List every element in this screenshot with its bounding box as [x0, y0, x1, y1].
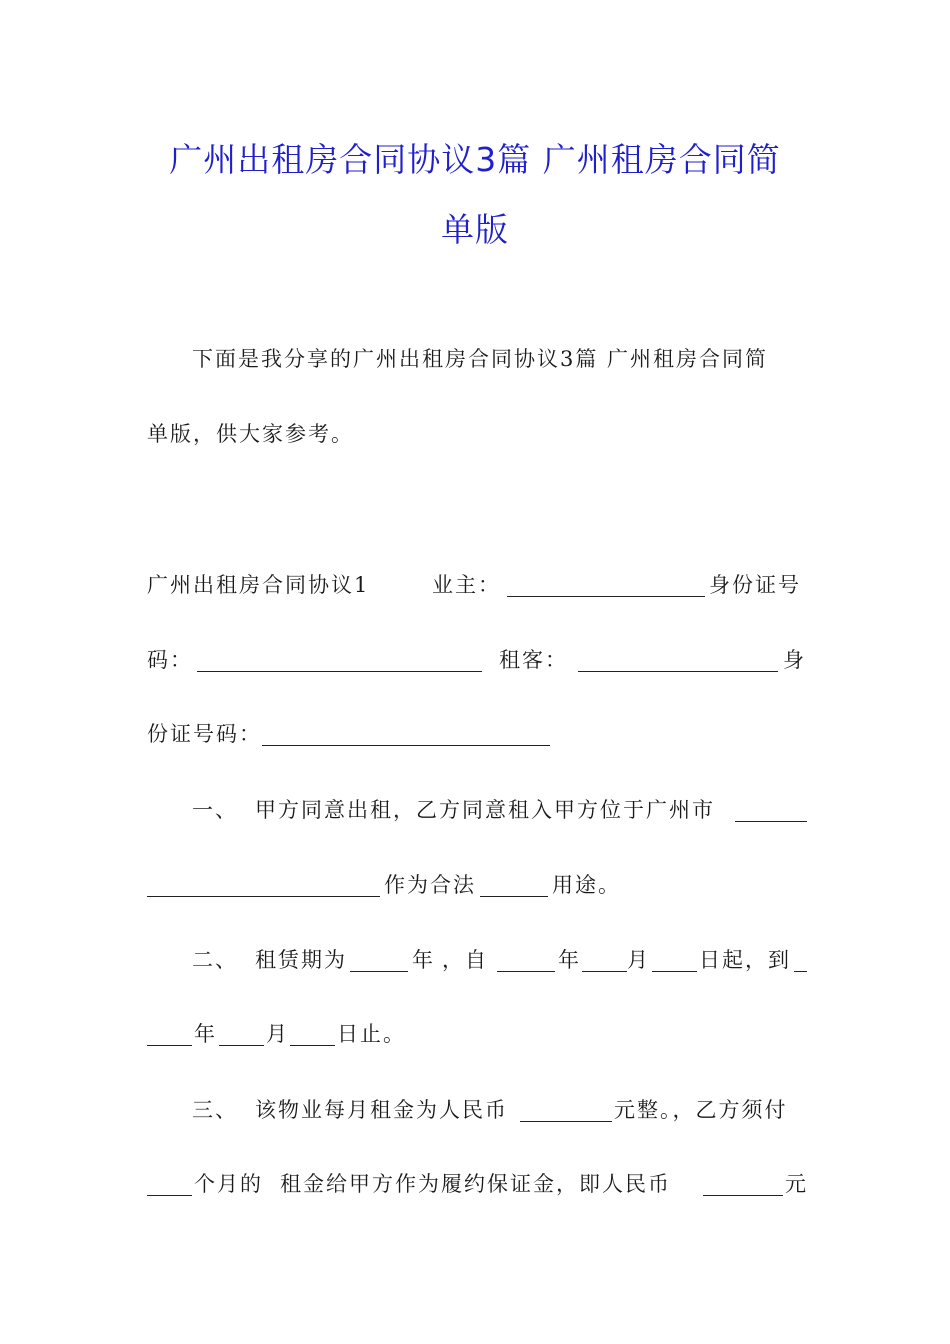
start-year-blank[interactable] — [497, 951, 555, 972]
monthly-rent-blank[interactable] — [520, 1101, 612, 1122]
end-day-blank[interactable] — [290, 1025, 335, 1046]
clause-3-rent-unit: 元整。，乙方须付 — [614, 1098, 788, 1122]
clause-2-start-day-unit: 日起，到 — [699, 948, 791, 972]
intro-line-2: 单版，供大家参考。 — [147, 422, 354, 446]
clause-1-usage-end: 用途。 — [552, 873, 621, 897]
lease-years-blank[interactable] — [350, 951, 408, 972]
tenant-id-label-part1: 身 — [783, 648, 806, 672]
clause-2-year-unit: 年 — [412, 948, 435, 972]
tenant-label: 租客： — [499, 648, 568, 672]
clause-2-end-year-unit: 年 — [194, 1022, 217, 1046]
clause-1-line-1 — [192, 795, 807, 825]
clause-2-end-month-unit: 月 — [266, 1022, 289, 1046]
owner-id-blank[interactable] — [197, 651, 482, 672]
clause-3-number: 三、 — [192, 1098, 238, 1122]
clause-3-deposit-unit: 元 — [785, 1172, 808, 1196]
agreement-heading: 广州出租房合同协议1 — [147, 573, 370, 597]
owner-name-blank[interactable] — [507, 576, 705, 597]
owner-id-label-part2: 码： — [147, 648, 193, 672]
intro-line-1: 下面是我分享的广州出租房合同协议3篇 广州租房合同简 — [192, 347, 769, 371]
owner-id-label-part1: 身份证号 — [709, 573, 801, 597]
clause-1-usage-label: 作为合法 — [384, 873, 476, 897]
clause-3-line-1 — [192, 1095, 807, 1125]
tenant-id-blank[interactable] — [262, 725, 550, 746]
clause-2-number: 二、 — [192, 948, 238, 972]
end-year-blank-start[interactable] — [794, 951, 807, 972]
tenant-id-label-part2: 份证号码： — [147, 722, 262, 746]
document-title-line-2: 单版 — [441, 210, 509, 249]
deposit-amount-blank[interactable] — [703, 1175, 783, 1196]
clause-3-deposit-label: 租金给甲方作为履约保证金，即人民币 — [280, 1172, 671, 1196]
clause-2-line-1 — [192, 945, 807, 975]
start-day-blank[interactable] — [652, 951, 697, 972]
clause-2-lease-label: 租赁期为 — [255, 948, 347, 972]
property-address-blank-2[interactable] — [147, 876, 380, 897]
clause-2-start-year-unit: 年 — [558, 948, 581, 972]
clause-3-months-label: 个月的 — [194, 1172, 263, 1196]
owner-label: 业主： — [432, 573, 501, 597]
clause-2-end-day-unit: 日止。 — [337, 1022, 406, 1046]
end-year-blank[interactable] — [147, 1025, 192, 1046]
clause-1-text: 甲方同意出租，乙方同意租入甲方位于广州市 — [255, 798, 715, 822]
clause-1-number: 一、 — [192, 798, 238, 822]
agreement-1-line-1 — [147, 570, 807, 600]
document-title-line-1: 广州出租房合同协议3篇 广州租房合同简 — [169, 140, 781, 179]
agreement-1-line-3 — [147, 719, 807, 749]
tenant-name-blank[interactable] — [578, 651, 778, 672]
property-address-blank-1[interactable] — [735, 801, 807, 822]
agreement-1-line-2 — [147, 645, 807, 675]
usage-blank[interactable] — [480, 876, 548, 897]
deposit-months-blank[interactable] — [147, 1175, 192, 1196]
start-month-blank[interactable] — [582, 951, 627, 972]
end-month-blank[interactable] — [219, 1025, 264, 1046]
clause-2-start-month-unit: 月 — [627, 948, 650, 972]
clause-2-from-label: ，自 — [442, 948, 488, 972]
clause-3-rent-label: 该物业每月租金为人民币 — [255, 1098, 508, 1122]
